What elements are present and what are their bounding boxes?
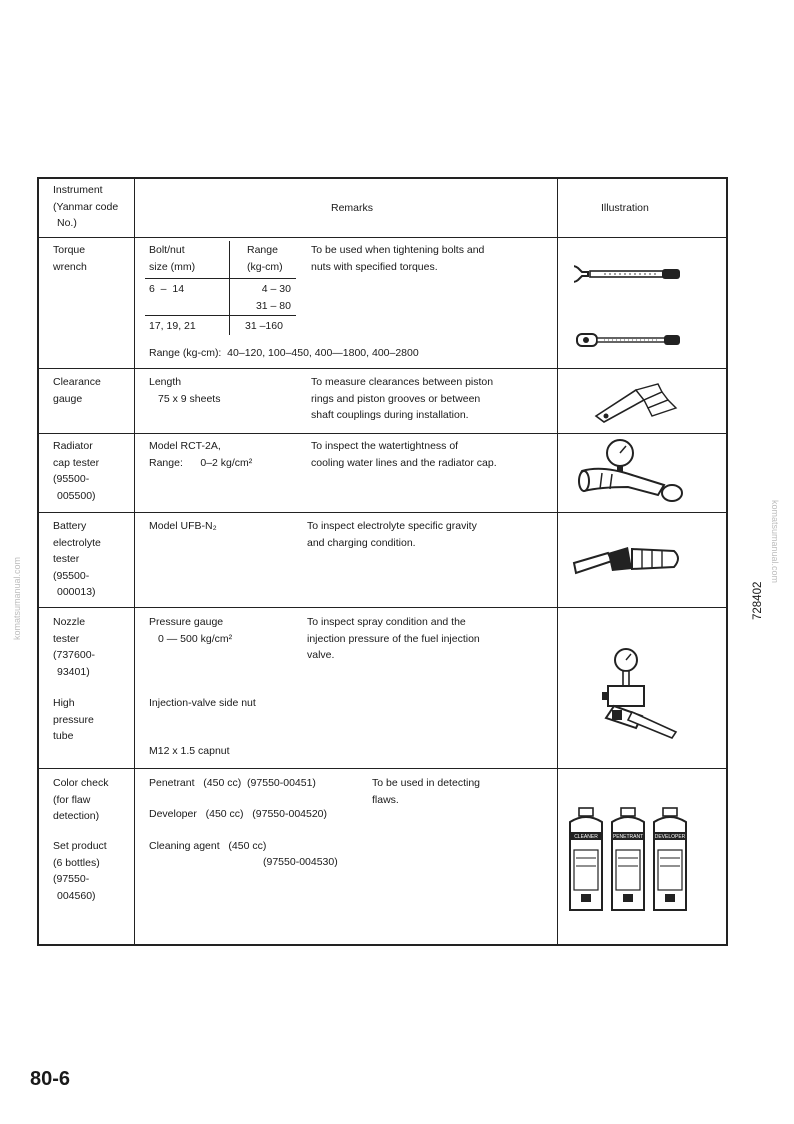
subtable-r1-size: 6 – 14 [149, 283, 185, 295]
rule-right [726, 177, 728, 946]
spray-can-penetrant-label: PENETRANT [612, 834, 644, 840]
rule-row-3 [37, 512, 727, 513]
row-hp-tube-spec: Injection-valve side nut [149, 697, 256, 709]
row-hp-tube-spec2: M12 x 1.5 capnut [149, 745, 230, 757]
row-battery-remark: To inspect electrolyte specific gravity and charging condition. [307, 520, 477, 549]
rule-row-4 [37, 607, 727, 608]
torque-wrench-ratchet-icon [574, 328, 686, 352]
watermark-left: komatsumanual.com [12, 556, 22, 640]
rule-row-h [37, 237, 727, 238]
row-torque-range: Range (kg-cm): 40–120, 100–450, 400—1800, 400–2800 [149, 347, 419, 359]
page-number: 80-6 [30, 1068, 71, 1090]
subtable-hrule-2 [145, 315, 296, 316]
spray-can-cleaner-label: CLEANER [574, 834, 598, 840]
rule-row-1 [37, 368, 727, 369]
radiator-cap-tester-icon [572, 437, 688, 507]
row-nozzle-spec: Pressure gauge 0 — 500 kg/cm² [149, 616, 233, 645]
row-torque-remark: To be used when tightening bolts and nuts with specified torques. [311, 244, 485, 273]
row-torque-name: Torque wrench [53, 244, 87, 273]
row-radiator-spec: Model RCT-2A, Range: 0–2 kg/cm² [149, 440, 253, 469]
spray-can-penetrant-icon [606, 806, 650, 916]
header-remarks: Remarks [331, 202, 374, 214]
subtable-hrule-1 [145, 278, 296, 279]
row-nozzle-name: Nozzle tester (737600- 93401) [53, 616, 96, 678]
torque-wrench-icon [574, 262, 686, 286]
rule-row-2 [37, 433, 727, 434]
subtable-r2-range: 31 –160 [245, 320, 283, 332]
subtable-r2-size: 17, 19, 21 [149, 320, 196, 332]
rule-left [37, 177, 39, 946]
side-code: 728402 [752, 581, 764, 620]
row-radiator-name: Radiator cap tester (95500- 005500) [53, 440, 100, 502]
rule-col2 [557, 177, 558, 945]
row-colorcheck-name: Color check (for flaw detection) [53, 777, 109, 822]
row-clearance-name: Clearance gauge [53, 376, 101, 405]
row-colorcheck-item-2: Developer (450 cc) (97550-004520) [149, 808, 328, 820]
rule-bottom [37, 944, 728, 946]
row-colorcheck-item-1: Penetrant (450 cc) (97550-00451) [149, 777, 316, 789]
row-colorcheck-item-3: Cleaning agent (450 cc) [149, 840, 267, 852]
row-colorcheck-item-3-code: (97550-004530) [263, 856, 338, 868]
clearance-gauge-icon [592, 378, 684, 424]
header-illustration: Illustration [601, 202, 649, 214]
row-colorcheck-remark: To be used in detecting flaws. [372, 777, 480, 806]
rule-row-5 [37, 768, 727, 769]
row-radiator-remark: To inspect the watertightness of cooling water lines and the radiator cap. [311, 440, 497, 469]
row-clearance-remark: To measure clearances between piston rings and piston grooves or between shaft couplings during installation. [311, 376, 494, 421]
spray-can-cleaner-icon [564, 806, 608, 916]
subtable-col2-header: Range (kg-cm) [247, 244, 283, 273]
subtable-r1-range: 4 – 30 31 – 80 [255, 283, 291, 312]
subtable-col1-header: Bolt/nut size (mm) [149, 244, 196, 273]
row-nozzle-remark: To inspect spray condition and the injection pressure of the fuel injection valve. [307, 616, 480, 661]
header-instrument: Instrument (Yanmar code No.) [53, 184, 119, 229]
rule-top [37, 177, 558, 179]
rule-top-right [558, 177, 728, 179]
rule-col1 [134, 177, 135, 945]
battery-electrolyte-tester-icon [568, 541, 688, 581]
row-clearance-spec: Length 75 x 9 sheets [149, 376, 221, 405]
row-battery-spec: Model UFB-N₂ [149, 520, 217, 532]
row-setproduct-name: Set product (6 bottles) (97550- 004560) [53, 840, 107, 902]
row-hp-tube-name: High pressure tube [53, 697, 94, 742]
subtable-vrule [229, 241, 230, 335]
row-battery-name: Battery electrolyte tester (95500- 000013) [53, 520, 101, 598]
spray-can-developer-label: DEVELOPER [654, 834, 686, 840]
nozzle-tester-icon [592, 646, 684, 742]
spray-can-developer-icon [648, 806, 692, 916]
watermark-right: komatsumanual.com [770, 500, 780, 584]
